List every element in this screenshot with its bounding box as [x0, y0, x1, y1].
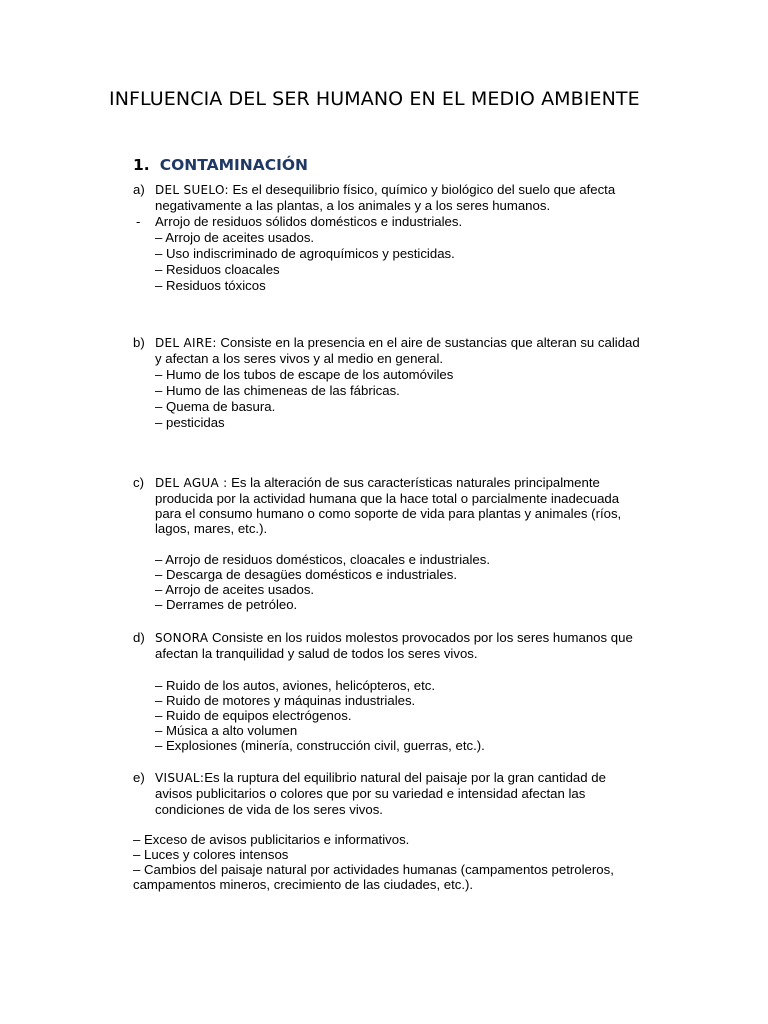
section-title: CONTAMINACIÓN	[159, 156, 309, 174]
visual-label: VISUAL:	[155, 771, 205, 785]
list-item: – pesticidas	[155, 415, 225, 430]
visual-desc-line2: avisos publicitarios o colores que por su variedad e intensidad afectan las	[155, 786, 586, 801]
sonora-desc-line2: afectan la tranquilidad y salud de todos los seres vivos.	[155, 646, 478, 661]
item-marker-d: d)	[133, 630, 145, 645]
list-item: – Luces y colores intensos	[133, 847, 289, 862]
list-item: – Arrojo de residuos domésticos, cloacales e industriales.	[155, 552, 490, 567]
agua-desc-line2: producida por la actividad humana que la hace total o parcialmente inadecuada	[155, 491, 620, 506]
sonora-label: SONORA	[155, 631, 209, 645]
list-item: – Ruido de los autos, aviones, helicópteros, etc.	[155, 678, 436, 693]
list-item: – Humo de los tubos de escape de los automóviles	[155, 367, 454, 382]
list-item: – Ruido de motores y máquinas industriales.	[155, 693, 416, 708]
agua-desc-line1: DEL AGUA : Es la alteración de sus características naturales principalmente	[155, 475, 600, 490]
suelo-desc-line2: negativamente a las plantas, a los animales y a los seres humanos.	[155, 198, 551, 213]
list-item: – Residuos cloacales	[155, 262, 280, 277]
page-title: INFLUENCIA DEL SER HUMANO EN EL MEDIO AMBIENTE	[109, 88, 640, 110]
item-marker-b: b)	[133, 335, 145, 350]
aire-label: DEL AIRE:	[155, 336, 217, 350]
aire-desc-line1: DEL AIRE: Consiste en la presencia en el aire de sustancias que alteran su calidad	[155, 335, 640, 350]
item-marker-c: c)	[133, 475, 144, 490]
list-item: – Arrojo de aceites usados.	[155, 230, 315, 245]
list-item: – Humo de las chimeneas de las fábricas.	[155, 383, 400, 398]
suelo-label: DEL SUELO:	[155, 183, 229, 197]
list-item: – Uso indiscriminado de agroquímicos y pesticidas.	[155, 246, 455, 261]
dash-marker: -	[136, 214, 141, 229]
agua-label: DEL AGUA :	[155, 476, 228, 490]
list-item: – Música a alto volumen	[155, 723, 298, 738]
agua-desc-line3: para el consumo humano o como soporte de vida para plantas y animales (ríos,	[155, 506, 622, 521]
list-item: – Cambios del paisaje natural por actividades humanas (campamentos petroleros,	[133, 862, 614, 877]
list-item: – Arrojo de aceites usados.	[155, 582, 315, 597]
item-marker-a: a)	[133, 182, 145, 197]
visual-desc-line1: VISUAL:Es la ruptura del equilibrio natural del paisaje por la gran cantidad de	[155, 770, 606, 785]
aire-desc-line2: y afectan a los seres vivos y al medio en general.	[155, 351, 444, 366]
item-marker-e: e)	[133, 770, 145, 785]
list-item: – Descarga de desagües domésticos e industriales.	[155, 567, 458, 582]
list-item: campamentos mineros, crecimiento de las ciudades, etc.).	[133, 877, 474, 892]
sonora-desc-line1: SONORA Consiste en los ruidos molestos provocados por los seres humanos que	[155, 630, 633, 645]
list-item: – Derrames de petróleo.	[155, 597, 298, 612]
section-heading	[133, 156, 308, 174]
suelo-dash-item: Arrojo de residuos sólidos domésticos e industriales.	[155, 214, 463, 229]
list-item: – Residuos tóxicos	[155, 278, 266, 293]
list-item: – Explosiones (minería, construcción civil, guerras, etc.).	[155, 738, 485, 753]
visual-desc-line3: condiciones de vida de los seres vivos.	[155, 802, 383, 817]
list-item: – Quema de basura.	[155, 399, 276, 414]
list-item: – Exceso de avisos publicitarios e informativos.	[133, 832, 410, 847]
section-number: 1.	[133, 156, 150, 174]
list-item: – Ruido de equipos electrógenos.	[155, 708, 352, 723]
agua-desc-line4: lagos, mares, etc.).	[155, 521, 268, 536]
suelo-desc-line1: DEL SUELO: Es el desequilibrio físico, químico y biológico del suelo que afecta	[155, 182, 616, 197]
